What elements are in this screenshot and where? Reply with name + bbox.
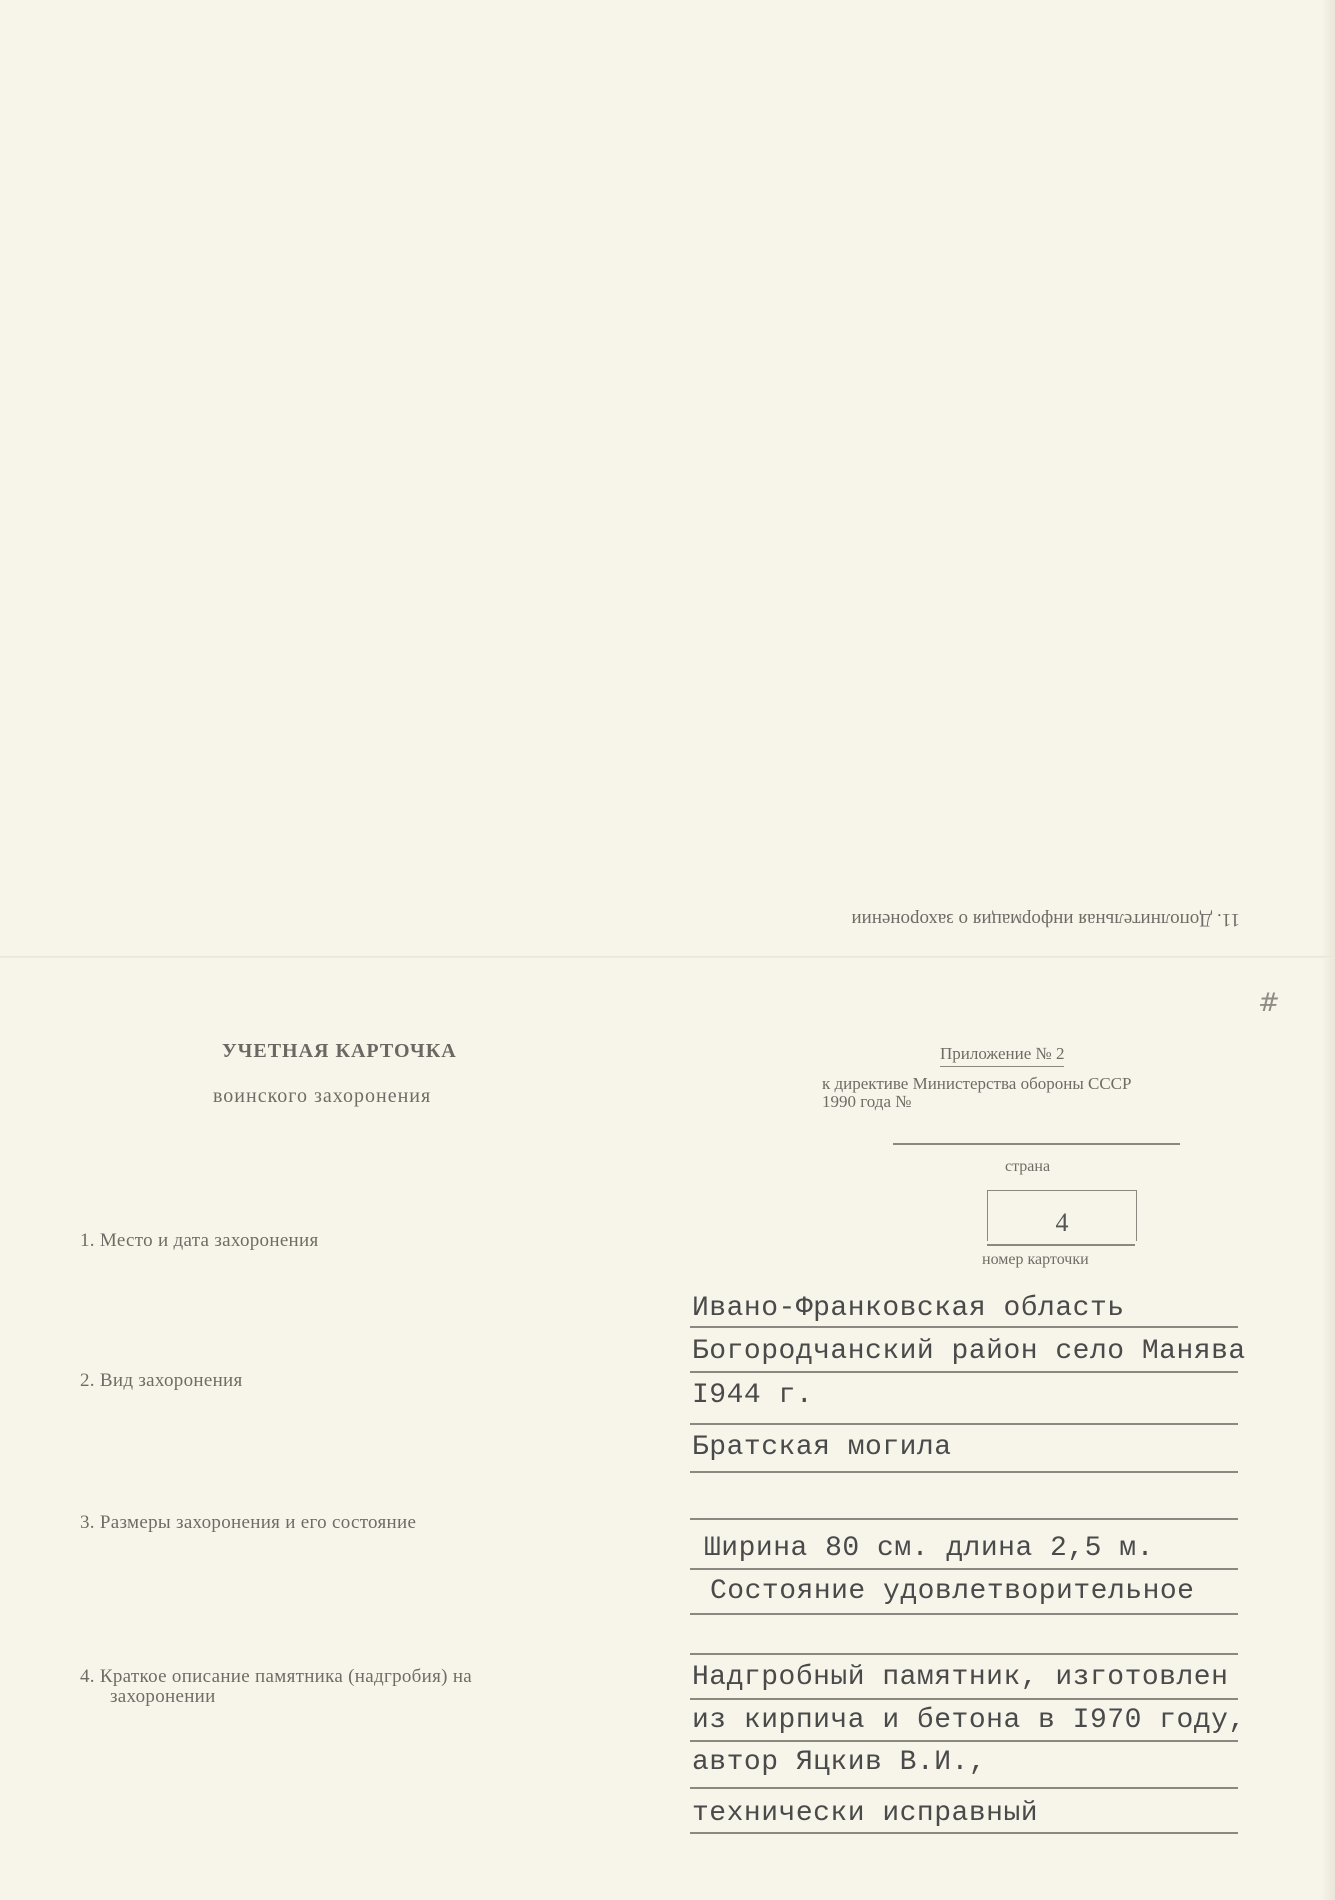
field-3-value-line-2: Состояние удовлетворительное (710, 1576, 1195, 1607)
field-2-value: Братская могила (692, 1432, 952, 1463)
directive-text (822, 1075, 1242, 1111)
field-4-label (80, 1667, 472, 1707)
field-3-rule-3 (690, 1653, 1238, 1655)
field-1-rule-1 (690, 1326, 1238, 1328)
field-4-label-line-2: захоронении (110, 1686, 216, 1707)
appendix-label: Приложение № 2 (940, 1044, 1064, 1067)
directive-line-2: 1990 года № (822, 1092, 912, 1111)
card-subtitle: воинского захоронения (213, 1085, 432, 1107)
directive-line-1: к директиве Министерства обороны СССР (822, 1074, 1132, 1093)
field-1-value-line-1: Ивано-Франковская область (692, 1293, 1125, 1324)
field-4-value-line-2: из кирпича и бетона в I970 году, (692, 1705, 1246, 1736)
card-number-box-bottom (987, 1244, 1135, 1246)
card-number: 4 (1055, 1208, 1069, 1237)
field-1-rule-2 (690, 1371, 1238, 1373)
field-1-value-line-2: Богородчанский район село Манява (692, 1336, 1246, 1367)
field-3-rule-1 (690, 1568, 1238, 1570)
field-3-rule-2 (690, 1613, 1238, 1615)
field-4-rule-2 (690, 1740, 1238, 1742)
field-2-rule-2 (690, 1518, 1238, 1520)
country-field-line (893, 1143, 1180, 1145)
field-4-value-line-3: автор Яцкив В.И., (692, 1747, 987, 1778)
field-3-value-line-1: Ширина 80 см. длина 2,5 м. (704, 1533, 1154, 1564)
field-1-value-line-3: I944 г. (692, 1380, 814, 1411)
field-4-rule-3 (690, 1787, 1238, 1789)
fold-line (0, 956, 1335, 958)
card-title: УЧЕТНАЯ КАРТОЧКА (222, 1040, 457, 1062)
card-number-label: номер карточки (982, 1251, 1089, 1268)
upside-down-heading: 11. Дополнительная информация о захоронении (851, 909, 1240, 930)
field-4-label-line-1: 4. Краткое описание памятника (надгробия) на (80, 1666, 473, 1687)
corner-handwritten-mark: # (1258, 988, 1280, 1018)
field-3-label: 3. Размеры захоронения и его состояние (80, 1512, 417, 1533)
field-4-rule-4 (690, 1832, 1238, 1834)
page-edge (1321, 0, 1335, 1900)
field-4-rule-1 (690, 1698, 1238, 1700)
field-4-value-line-4: технически исправный (692, 1798, 1039, 1829)
country-label: страна (1005, 1158, 1051, 1175)
field-4-value-line-1: Надгробный памятник, изготовлен (692, 1662, 1229, 1693)
field-2-label: 2. Вид захоронения (80, 1370, 243, 1391)
field-1-rule-3 (690, 1423, 1238, 1425)
field-2-rule-1 (690, 1471, 1238, 1473)
field-1-label: 1. Место и дата захоронения (80, 1230, 319, 1251)
